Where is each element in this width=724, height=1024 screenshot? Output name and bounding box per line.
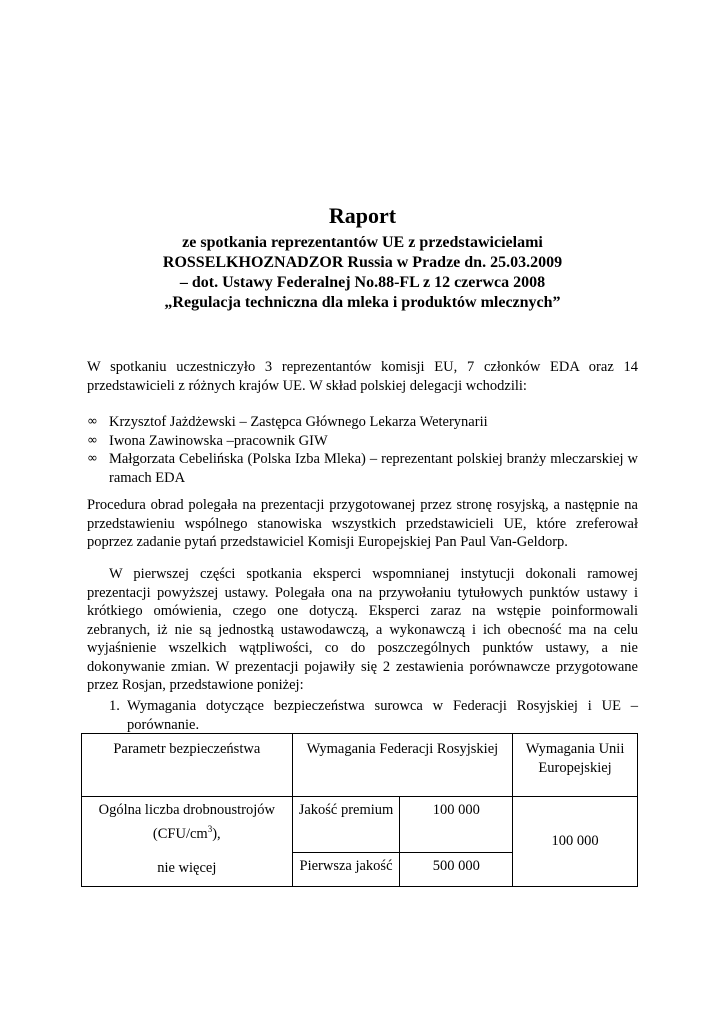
infinity-bullet-icon: ∞ <box>87 451 98 466</box>
unit-superscript: 3 <box>207 823 213 834</box>
quality-first-value: 500 000 <box>400 853 513 887</box>
report-subtitle-line-4: „Regulacja techniczna dla mleka i produktów mlecznych” <box>164 294 561 311</box>
quality-first-label: Pierwsza jakość <box>292 853 400 887</box>
numbered-item <box>109 697 638 734</box>
document-page <box>87 203 638 876</box>
infinity-bullet-icon: ∞ <box>87 414 98 429</box>
header-param: Parametr bezpieczeństwa <box>82 734 293 797</box>
list-item <box>87 413 638 432</box>
item-text: Wymagania dotyczące bezpieczeństwa surowca w Federacji Rosyjskiej i UE – porównanie. <box>127 698 638 733</box>
quality-premium-value: 100 000 <box>400 797 513 853</box>
item-number: 1. <box>109 698 120 714</box>
delegate-text: Krzysztof Jażdżewski – Zastępca Głównego Lekarza Weterynarii <box>109 414 488 430</box>
presentation-paragraph: W pierwszej części spotkania eksperci wspomnianej instytucji dokonali ramowej prezentacji powyższej ustawy. Polegała ona na przywołaniu tytułowych punktów ustawy i krótkiego omówienia, czego one dotyczą. Eksperci zaraz na wstępie poinformowali zebranych, iż nie są jednostką ustawodawczą, a wykonawczą i ich obecność ma na celu wyjaśnienie wszelkich wątpliwości, co do poszczególnych punktów ustawy, a nie dokonywanie zmian. W prezentacji pojawiły się 2 zestawienia porównawcze przygotowane przez Rosjan, przedstawione poniżej: <box>87 566 638 693</box>
quality-premium-label: Jakość premium <box>292 797 400 853</box>
param-unit: $(CFU/cm^3)$, <box>152 823 221 842</box>
header-eu: Wymagania Unii Europejskiej <box>513 734 638 797</box>
delegates-list <box>87 413 638 487</box>
report-title-block <box>87 203 638 313</box>
table-header-row <box>82 734 638 797</box>
report-title: Raport <box>328 203 397 228</box>
list-item <box>87 432 638 451</box>
table-row <box>82 797 638 853</box>
infinity-bullet-icon: ∞ <box>87 432 98 448</box>
delegate-text: Iwona Zawinowska –pracownik GIW <box>109 432 328 449</box>
procedure-paragraph: Procedura obrad polegała na prezentacji przygotowanej przez stronę rosyjską, a następnie na przedstawieniu wspólnego stanowiska wszystkich przedstawicieli UE, które zreferował poprzez zadanie pytań przedstawiciel Komisji Europejskiej Pan Paul Van-Geldorp. <box>87 497 638 550</box>
report-subtitle-line-1: ze spotkania reprezentantów UE z przedstawicielami <box>182 234 543 251</box>
intro-paragraph: W spotkaniu uczestniczyło 3 reprezentantów komisji EU, 7 członków EDA oraz 14 przedstawicieli z różnych krajów UE. W skład polskiej delegacji wchodzili: <box>87 359 638 394</box>
param-cell <box>82 797 293 887</box>
report-subtitle-line-3: – dot. Ustawy Federalnej No.88-FL z 12 czerwca 2008 <box>179 274 546 291</box>
header-russia: Wymagania Federacji Rosyjskiej <box>292 734 513 797</box>
param-limit: nie więcej <box>157 859 217 876</box>
requirements-table <box>81 733 638 887</box>
report-subtitle-line-2: ROSSELKHOZNADZOR Russia w Pradze dn. 25.03.2009 <box>162 254 563 271</box>
eu-value-cell: 100 000 <box>513 797 638 887</box>
delegate-text: Małgorzata Cebelińska (Polska Izba Mleka) – reprezentant polskiej branży mleczarskiej w ramach EDA <box>109 451 638 486</box>
param-name: Ogólna liczba drobnoustrojów <box>98 802 275 818</box>
list-item <box>87 450 638 487</box>
